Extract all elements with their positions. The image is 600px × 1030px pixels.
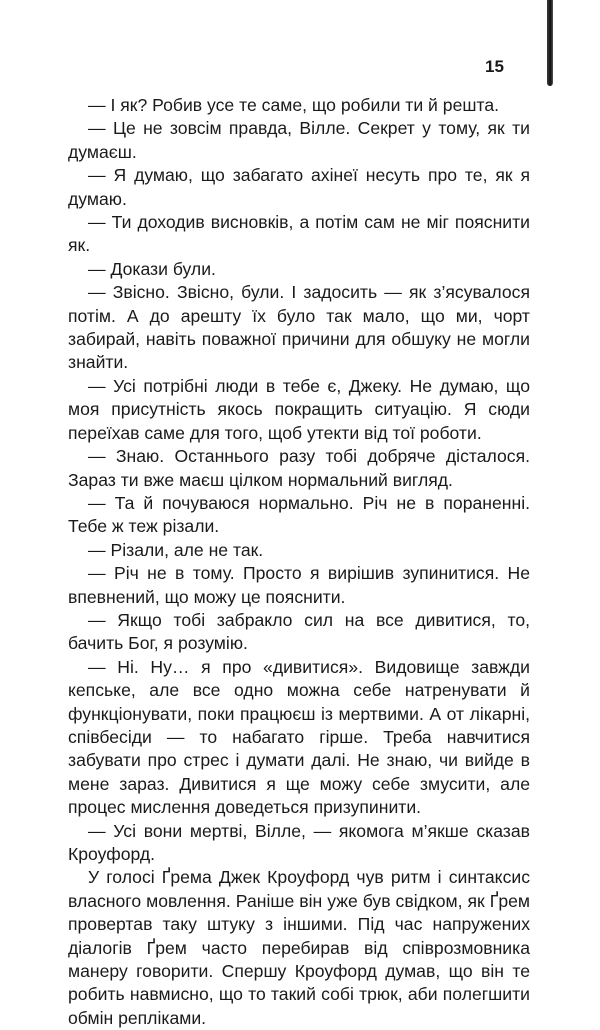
page-number: 15 — [485, 57, 504, 76]
paragraph: — Ні. Ну… я про «дивитися». Видовище завжди кепське, але все одно можна себе натренувати й функціонувати, поки працюєш із мертвими. А от лікарні, співбесіди — то набагато гірше. Треба навчитися забувати про стрес і думати далі. Не знаю, чи вийде в мене зараз. Дивитися я ще можу себе змусити, але процес мислення доведеться призупинити. — [68, 656, 530, 818]
paragraph: — Різали, але не так. — [88, 539, 264, 560]
paragraph: — Докази були. — [88, 258, 216, 279]
paragraph: — І як? Робив усе те саме, що робили ти й решта. — [88, 95, 499, 115]
body-text — [68, 94, 530, 1030]
paragraph: — Ти доходив висновків, а потім сам не міг пояснити як. — [68, 212, 530, 256]
paragraph: — Річ не в тому. Просто я вирішив зупинитися. Не впевнений, що можу це пояснити. — [68, 563, 530, 607]
paragraph: — Якщо тобі забракло сил на все дивитися, то, бачить Бог, я розумію. — [68, 609, 530, 654]
paragraph: — Знаю. Останнього разу тобі добряче дісталося. Зараз ти вже маєш цілком нормальний вигляд. — [68, 446, 530, 490]
paragraph: — Та й почуваюся нормально. Річ не в пораненні. Тебе ж теж різали. — [68, 492, 530, 537]
paragraph: — Усі вони мертві, Вілле, — якомога м’якше сказав Кроуфорд. — [68, 820, 530, 864]
paragraph: — Звісно. Звісно, були. І задосить — як з’ясувалося потім. А до арешту їх було так мало, що ми, чорт забирай, навіть поважної причини для обшуку не могли знайти. — [68, 282, 530, 373]
paragraph: — Це не зовсім правда, Вілле. Секрет у тому, як ти думаєш. — [68, 118, 530, 162]
paragraph: — Я думаю, що забагато ахінеї несуть про те, як я думаю. — [68, 165, 530, 209]
paragraph: У голосі Ґрема Джек Кроуфорд чув ритм і синтаксис власного мовлення. Раніше він уже був свідком, як Ґрем провертав таку штуку з іншими. Під час напружених діалогів Ґрем часто перебирав від співрозмовника манеру говорити. Спершу Кроуфорд думав, що він те робить навмисно, що то такий собі трюк, аби полегшити обмін репліками. — [68, 867, 530, 1028]
paragraph: — Усі потрібні люди в тебе є, Джеку. Не думаю, що моя присутність якось покращить ситуацію. Я сюди переїхав саме для того, щоб утекти від тої роботи. — [68, 375, 530, 443]
page-edge-marker — [547, 0, 553, 86]
